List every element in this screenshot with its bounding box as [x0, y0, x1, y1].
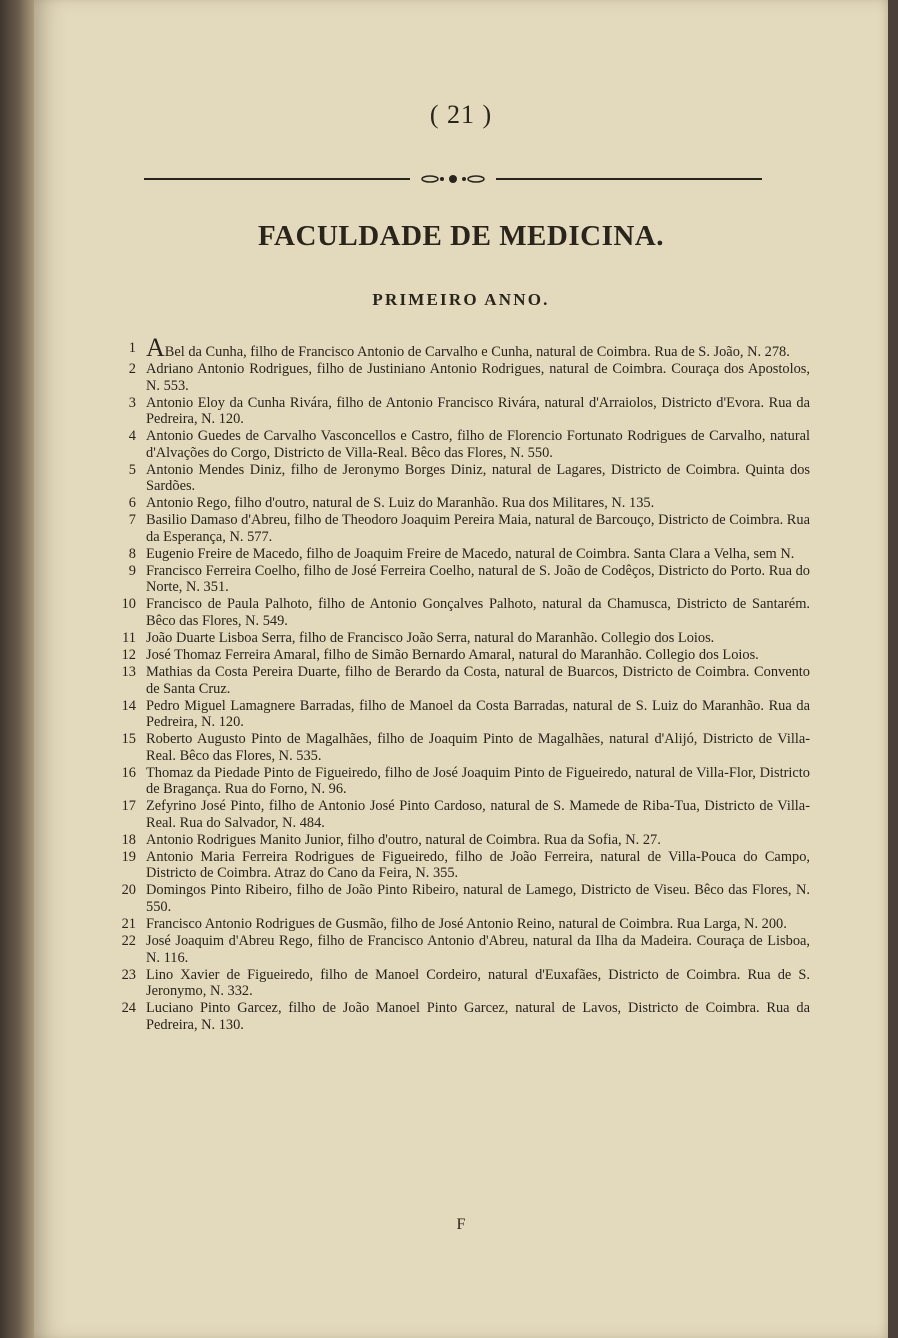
- list-item: [110, 1000, 810, 1033]
- list-item: [110, 333, 810, 362]
- entry-text: Domingos Pinto Ribeiro, filho de João Pinto Ribeiro, natural de Lamego, Districto de Viseu. Bêco das Flores, N. 550.: [146, 882, 810, 916]
- book-binding-edge: [0, 0, 34, 1338]
- list-item: [110, 361, 810, 394]
- list-item: [110, 731, 810, 764]
- entry-number: 3: [128, 394, 136, 411]
- list-item: [110, 395, 810, 428]
- list-item: [110, 933, 810, 966]
- entry-number: 12: [121, 646, 136, 663]
- entry-number: 24: [121, 1000, 136, 1017]
- signature-mark: F: [456, 1216, 466, 1233]
- entry-text: Basilio Damaso d'Abreu, filho de Theodoro Joaquim Pereira Maia, natural de Barcouço, Districto de Coimbra. Rua da Esperança, N. 577.: [146, 512, 810, 545]
- list-item: [110, 563, 810, 596]
- entry-number: 16: [121, 764, 136, 781]
- entry-text: Pedro Miguel Lamagnere Barradas, filho de Manoel da Costa Barradas, natural de S. Luiz do Maranhão. Rua da Pedreira, N. 120.: [146, 697, 810, 731]
- list-item: [110, 832, 810, 849]
- entry-number: 22: [121, 932, 136, 949]
- entry-number: 11: [122, 630, 136, 646]
- list-item: [110, 916, 810, 933]
- list-item: [110, 512, 810, 545]
- entry-text: José Thomaz Ferreira Amaral, filho de Simão Bernardo Amaral, natural do Maranhão. Collegio dos Loios.: [146, 646, 759, 663]
- entry-number: 2: [128, 360, 136, 377]
- entry-text: Lino Xavier de Figueiredo, filho de Manoel Cordeiro, natural d'Euxafães, Districto de Coimbra. Rua de S. Jeronymo, N. 332.: [146, 966, 810, 1000]
- entry-number: 4: [128, 428, 136, 445]
- list-item: [110, 495, 810, 512]
- entry-text: Antonio Maria Ferreira Rodrigues de Figueiredo, filho de João Ferreira, natural de Villa-Pouca do Campo, Districto de Coimbra. Atraz do Cano da Feira, N. 355.: [146, 848, 810, 882]
- list-item: [110, 967, 810, 1000]
- entry-text: João Duarte Lisboa Serra, filho de Francisco João Serra, natural do Maranhão. Collegio dos Loios.: [146, 630, 715, 646]
- entry-text: Francisco de Paula Palhoto, filho de Antonio Gonçalves Palhoto, natural da Chamusca, Districto de Santarém. Bêco das Flores, N. 549.: [146, 596, 810, 630]
- entry-text: Mathias da Costa Pereira Duarte, filho de Berardo da Costa, natural de Buarcos, Districto de Coimbra. Convento de Santa Cruz.: [146, 663, 810, 697]
- list-item: [110, 428, 810, 461]
- entry-text: Antonio Rodrigues Manito Junior, filho d'outro, natural de Coimbra. Rua da Sofia, N. 27.: [146, 831, 661, 848]
- ornament-line-left: [144, 178, 410, 180]
- entry-text: Antonio Mendes Diniz, filho de Jeronymo Borges Diniz, natural de Lagares, Districto de Coimbra. Quinta dos Sardões.: [146, 461, 810, 495]
- entry-number: 13: [121, 663, 136, 680]
- entry-text: José Joaquim d'Abreu Rego, filho de Francisco Antonio d'Abreu, natural da Ilha da Madeira. Couraça de Lisboa, N. 116.: [146, 932, 810, 966]
- entry-number: 8: [128, 545, 136, 562]
- entry-text: Antonio Rego, filho d'outro, natural de S. Luiz do Maranhão. Rua dos Militares, N. 135.: [146, 495, 655, 512]
- list-item: [110, 647, 810, 664]
- student-list: [110, 333, 810, 1034]
- entry-number: 15: [121, 731, 136, 748]
- ornament-line-right: [496, 178, 762, 180]
- entry-number: 20: [121, 882, 136, 899]
- entry-number: 23: [121, 966, 136, 983]
- section-subtitle: PRIMEIRO ANNO.: [372, 290, 550, 309]
- section-title: FACULDADE DE MEDICINA.: [258, 220, 664, 252]
- entry-text: Antonio Eloy da Cunha Rivára, filho de Antonio Francisco Rivára, natural d'Arraiolos, Districto d'Evora. Rua da Pedreira, N. 120.: [146, 394, 810, 428]
- list-item: [110, 462, 810, 495]
- entry-text: Zefyrino José Pinto, filho de Antonio José Pinto Cardoso, natural de S. Mamede de Riba-Tua, Districto de Villa-Real. Rua do Salvador, N. 484.: [146, 798, 810, 831]
- entry-text: Antonio Guedes de Carvalho Vasconcellos e Castro, filho de Florencio Fortunato Rodrigues de Carvalho, natural d'Alvações do Corgo, Districto de Villa-Real. Bêco das Flores, N. 550.: [146, 428, 810, 461]
- list-item: [110, 596, 810, 629]
- entry-number: 6: [128, 495, 136, 512]
- entry-number: 10: [121, 596, 136, 613]
- list-item: [110, 698, 810, 731]
- entry-number: 17: [121, 798, 136, 815]
- list-item: [110, 664, 810, 697]
- entry-text: ABel da Cunha, filho de Francisco Antonio de Carvalho e Cunha, natural de Coimbra. Rua de S. João, N. 278.: [146, 333, 790, 362]
- list-item: [110, 630, 810, 647]
- entry-text: Thomaz da Piedade Pinto de Figueiredo, filho de José Joaquim Pinto de Figueiredo, natural de Villa-Flor, Districto de Bragança. Rua do Forno, N. 96.: [146, 764, 810, 798]
- book-page: [34, 0, 888, 1338]
- entry-number: 21: [121, 916, 136, 932]
- ornamental-rule: [144, 172, 762, 186]
- entry-text: Eugenio Freire de Macedo, filho de Joaquim Freire de Macedo, natural de Coimbra. Santa Clara a Velha, sem N.: [146, 545, 795, 562]
- entry-number: 1: [128, 340, 136, 356]
- list-item: [110, 882, 810, 915]
- entry-number: 18: [121, 831, 136, 848]
- list-item: [110, 765, 810, 798]
- entry-number: 9: [128, 562, 136, 579]
- ornament-flourish-icon: [420, 172, 486, 186]
- list-item: [110, 546, 810, 563]
- entry-number: 7: [128, 512, 136, 529]
- entry-number: 14: [121, 697, 136, 714]
- entry-number: 5: [128, 461, 136, 478]
- entry-text: Roberto Augusto Pinto de Magalhães, filho de Joaquim Pinto de Magalhães, natural d'Alijó, Districto de Villa-Real. Bêco das Flores, N. 535.: [146, 731, 810, 764]
- list-item: [110, 849, 810, 882]
- entry-text: Luciano Pinto Garcez, filho de João Manoel Pinto Garcez, natural de Lavos, Districto de Coimbra. Rua da Pedreira, N. 130.: [146, 1000, 810, 1033]
- page-number: ( 21 ): [429, 100, 493, 129]
- list-item: [110, 798, 810, 831]
- entry-text: Francisco Antonio Rodrigues de Gusmão, filho de José Antonio Reino, natural de Coimbra. Rua Larga, N. 200.: [146, 916, 787, 932]
- entry-text: Adriano Antonio Rodrigues, filho de Justiniano Antonio Rodrigues, natural de Coimbra. Couraça dos Apostolos, N. 553.: [146, 360, 810, 394]
- entry-number: 19: [121, 848, 136, 865]
- entry-text: Francisco Ferreira Coelho, filho de José Ferreira Coelho, natural de S. João de Codêços, Districto do Porto. Rua do Norte, N. 351.: [146, 562, 810, 596]
